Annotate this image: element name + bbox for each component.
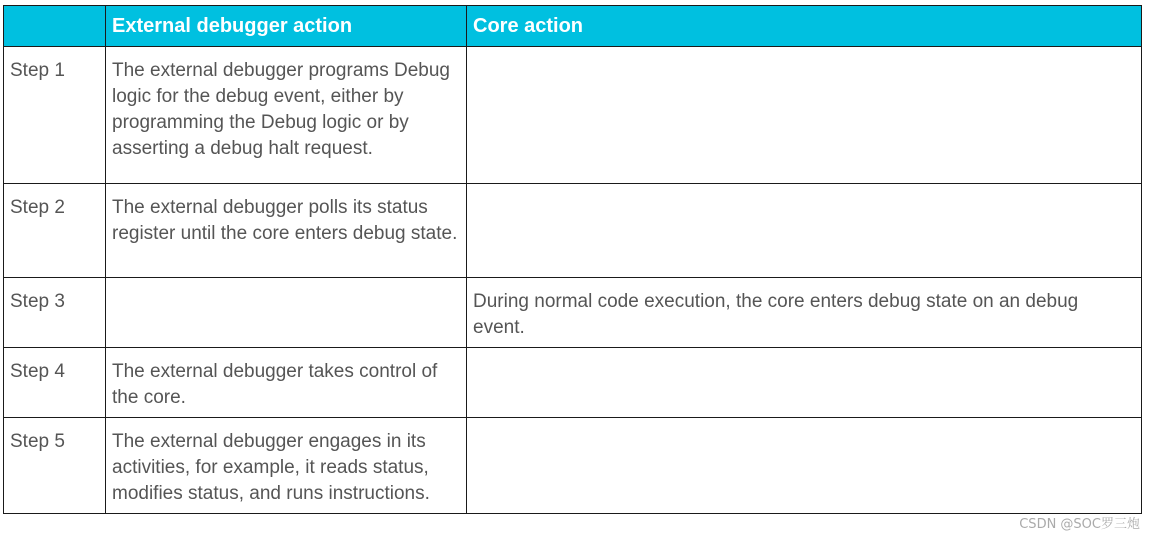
core-action-cell <box>467 47 1142 184</box>
step-label: Step 1 <box>4 47 106 184</box>
step-label: Step 4 <box>4 348 106 418</box>
core-action-cell <box>467 184 1142 278</box>
step-label: Step 2 <box>4 184 106 278</box>
external-action-cell: The external debugger takes control of the core. <box>106 348 467 418</box>
table-header-row <box>4 6 1142 47</box>
core-action-cell <box>467 348 1142 418</box>
table-row <box>4 348 1142 418</box>
watermark: CSDN @SOC罗三炮 <box>1019 517 1140 532</box>
step-label: Step 3 <box>4 278 106 348</box>
external-action-cell: The external debugger programs Debug logic for the debug event, either by programming the Debug logic or by asserting a debug halt request. <box>106 47 467 184</box>
external-action-cell: The external debugger polls its status register until the core enters debug state. <box>106 184 467 278</box>
external-action-cell: The external debugger engages in its activities, for example, it reads status, modifies status, and runs instructions. <box>106 418 467 514</box>
table-row <box>4 184 1142 278</box>
header-core-action: Core action <box>467 6 1142 47</box>
table-row <box>4 278 1142 348</box>
header-step <box>4 6 106 47</box>
table-row <box>4 47 1142 184</box>
core-action-cell: During normal code execution, the core enters debug state on an debug event. <box>467 278 1142 348</box>
debug-steps-table <box>3 5 1142 514</box>
step-label: Step 5 <box>4 418 106 514</box>
external-action-cell <box>106 278 467 348</box>
table-row <box>4 418 1142 514</box>
core-action-cell <box>467 418 1142 514</box>
header-external-debugger-action: External debugger action <box>106 6 467 47</box>
